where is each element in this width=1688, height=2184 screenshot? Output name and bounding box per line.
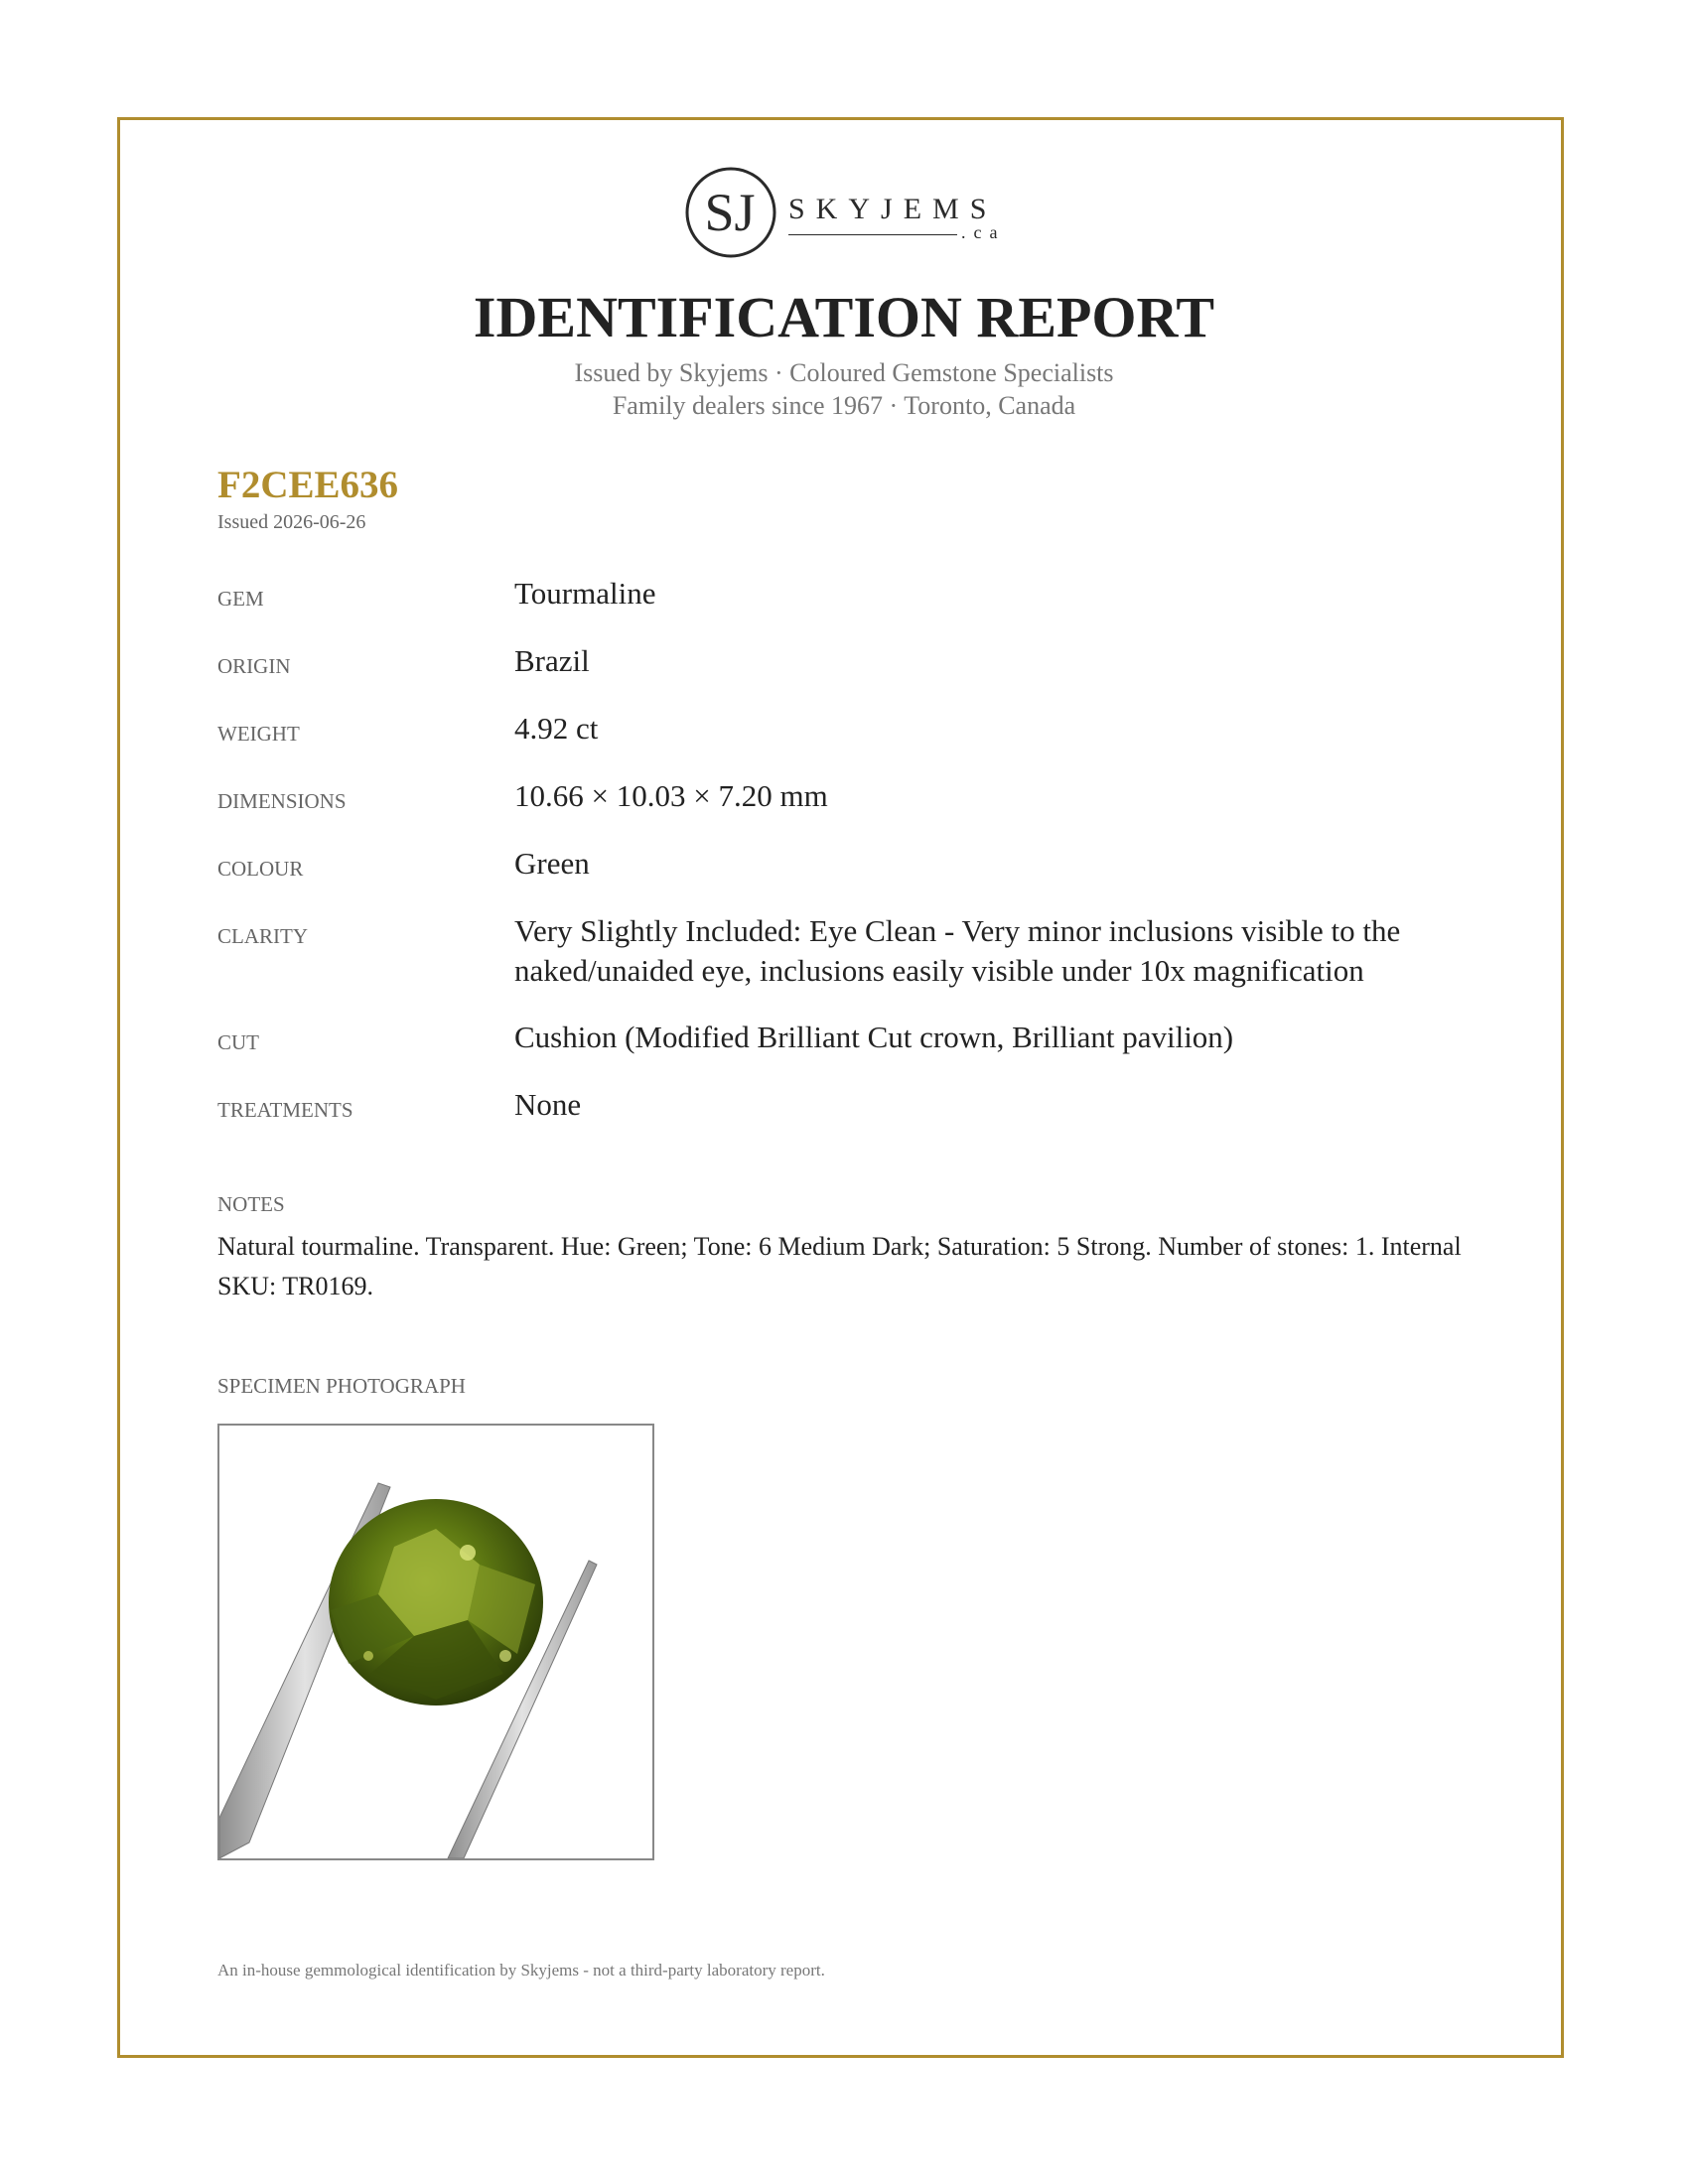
field-label-gem: GEM xyxy=(217,587,264,611)
logo-wordmark: SKYJEMS xyxy=(788,193,998,225)
field-value-gem: Tourmaline xyxy=(514,576,656,611)
field-value-origin: Brazil xyxy=(514,643,590,678)
notes-label: NOTES xyxy=(217,1192,285,1216)
skyjems-logo xyxy=(683,165,1011,264)
field-label-dimensions: DIMENSIONS xyxy=(217,789,347,813)
issue-date: Issued 2026-06-26 xyxy=(217,511,366,533)
notes-text: Natural tourmaline. Transparent. Hue: Green; Tone: 6 Medium Dark; Saturation: 5 Strong. Number of stones: 1. Internal SKU: TR0169. xyxy=(217,1232,1462,1300)
field-label-origin: ORIGIN xyxy=(217,654,291,678)
field-label-cut: CUT xyxy=(217,1030,259,1054)
field-label-treatments: TREATMENTS xyxy=(217,1098,353,1122)
logo-domain: .ca xyxy=(961,222,1006,242)
field-label-colour: COLOUR xyxy=(217,857,304,881)
footer-disclaimer: An in-house gemmological identification by Skyjems - not a third-party laboratory report. xyxy=(217,1961,825,1979)
logo-monogram: SJ xyxy=(704,183,756,242)
report-id: F2CEE636 xyxy=(217,464,399,506)
field-value-dimensions: 10.66 × 10.03 × 7.20 mm xyxy=(514,778,828,813)
monogram-seal-icon xyxy=(683,165,782,264)
field-value-clarity: Very Slightly Included: Eye Clean - Very minor inclusions visible to the naked/unaided eye, inclusions easily visible under 10x magnification xyxy=(514,913,1401,988)
photo-label: SPECIMEN PHOTOGRAPH xyxy=(217,1374,466,1398)
logo-underline xyxy=(788,234,957,235)
field-label-clarity: CLARITY xyxy=(217,924,308,948)
field-value-treatments: None xyxy=(514,1087,582,1122)
heritage-line: Family dealers since 1967 · Toronto, Canada xyxy=(612,391,1076,420)
issuer-line: Issued by Skyjems · Coloured Gemstone Specialists xyxy=(574,358,1114,387)
field-value-colour: Green xyxy=(514,846,590,881)
specimen-photo xyxy=(217,1424,654,1860)
field-value-weight: 4.92 ct xyxy=(514,711,599,746)
page-title: IDENTIFICATION REPORT xyxy=(473,285,1215,349)
gemstone-in-tweezers-icon xyxy=(219,1426,652,1858)
field-label-weight: WEIGHT xyxy=(217,722,300,746)
field-value-cut: Cushion (Modified Brilliant Cut crown, Brilliant pavilion) xyxy=(514,1020,1234,1054)
